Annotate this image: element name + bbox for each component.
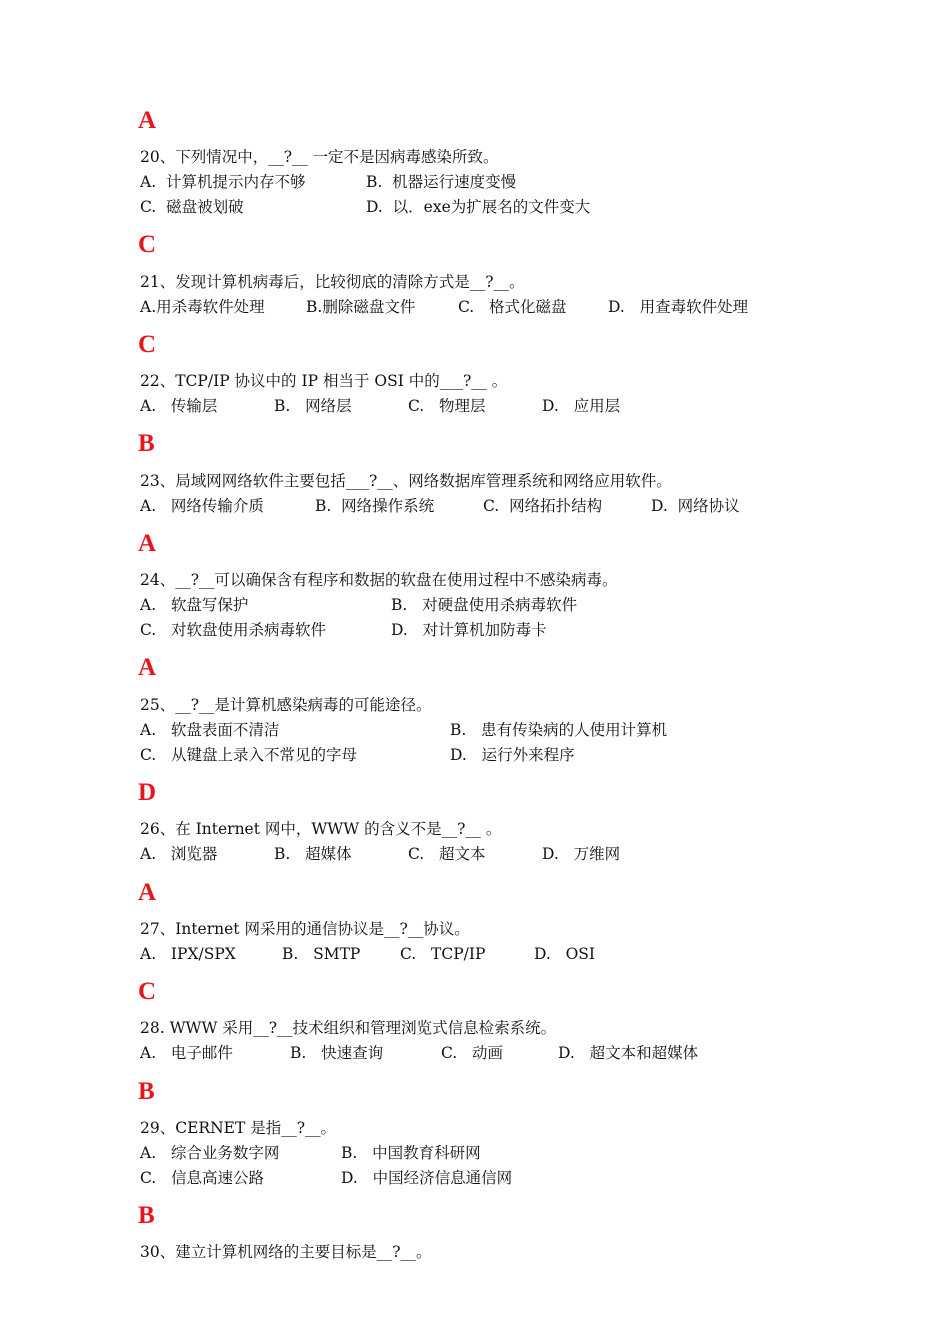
option-22-b: B. 网络层 [274,397,352,415]
answer-key-22: B [138,430,155,457]
option-25-c: C. 从键盘上录入不常见的字母 [140,746,358,764]
option-20-c: C. 磁盘被划破 [140,198,244,216]
answer-key-20: C [138,231,157,258]
option-24-d: D. 对计算机加防毒卡 [391,621,547,639]
option-26-c: C. 超文本 [408,845,486,863]
option-28-b: B. 快速查询 [290,1044,384,1062]
option-22-d: D. 应用层 [542,397,621,415]
question-22: 22、TCP/IP 协议中的 IP 相当于 OSI 中的___?__ 。 [140,372,508,390]
option-29-c: C. 信息高速公路 [140,1169,265,1187]
option-22-c: C. 物理层 [408,397,486,415]
option-29-a: A. 综合业务数字网 [140,1144,280,1162]
answer-key-24: A [138,654,157,681]
answer-key-19: A [138,107,157,134]
question-24: 24、__?__可以确保含有程序和数据的软盘在使用过程中不感染病毒。 [140,571,618,589]
answer-key-26: A [138,879,157,906]
question-20: 20、下列情况中，__?__ 一定不是因病毒感染所致。 [140,148,499,166]
option-22-a: A. 传输层 [140,397,218,415]
option-24-c: C. 对软盘使用杀病毒软件 [140,621,327,639]
question-29: 29、CERNET 是指__?__。 [140,1119,337,1137]
question-25: 25、__?__是计算机感染病毒的可能途径。 [140,696,432,714]
option-28-c: C. 动画 [441,1044,504,1062]
question-23: 23、局域网网络软件主要包括___?__、网络数据库管理系统和网络应用软件。 [140,472,672,490]
option-20-b: B. 机器运行速度变慢 [366,173,517,191]
option-25-a: A. 软盘表面不清洁 [140,721,280,739]
question-21: 21、发现计算机病毒后，比较彻底的清除方式是__?__。 [140,273,525,291]
option-26-b: B. 超媒体 [274,845,352,863]
answer-key-21: C [138,331,157,358]
answer-key-28: B [138,1078,155,1105]
option-26-d: D. 万维网 [542,845,621,863]
option-20-d: D. 以．exe为扩展名的文件变大 [366,198,591,216]
option-26-a: A. 浏览器 [140,845,218,863]
option-23-b: B. 网络操作系统 [315,497,435,515]
option-23-a: A. 网络传输介质 [140,497,264,515]
option-28-d: D. 超文本和超媒体 [558,1044,699,1062]
answer-key-29: B [138,1202,155,1229]
question-26: 26、在 Internet 网中，WWW 的含义不是__?__ 。 [140,820,502,838]
option-25-d: D. 运行外来程序 [450,746,575,764]
option-27-a: A. IPX/SPX [140,945,236,963]
question-27: 27、Internet 网采用的通信协议是__?__协议。 [140,920,470,938]
option-25-b: B. 患有传染病的人使用计算机 [450,721,668,739]
option-23-d: D. 网络协议 [651,497,740,515]
option-23-c: C. 网络拓扑结构 [483,497,603,515]
option-24-b: B. 对硬盘使用杀病毒软件 [391,596,578,614]
option-28-a: A. 电子邮件 [140,1044,233,1062]
option-27-c: C. TCP/IP [400,945,486,963]
option-24-a: A. 软盘写保护 [140,596,249,614]
option-21-b: B.删除磁盘文件 [306,298,416,316]
option-29-b: B. 中国教育科研网 [341,1144,481,1162]
option-20-a: A. 计算机提示内存不够 [140,173,306,191]
question-30: 30、建立计算机网络的主要目标是__?__。 [140,1243,432,1261]
option-27-d: D. OSI [534,945,596,963]
option-21-a: A.用杀毒软件处理 [140,298,265,316]
question-28: 28. WWW 采用__?__技术组织和管理浏览式信息检索系统。 [140,1019,557,1037]
answer-key-25: D [138,779,157,806]
option-21-d: D. 用查毒软件处理 [608,298,749,316]
option-29-d: D. 中国经济信息通信网 [341,1169,513,1187]
option-27-b: B. SMTP [282,945,361,963]
answer-key-27: C [138,978,157,1005]
option-21-c: C. 格式化磁盘 [458,298,567,316]
answer-key-23: A [138,530,157,557]
